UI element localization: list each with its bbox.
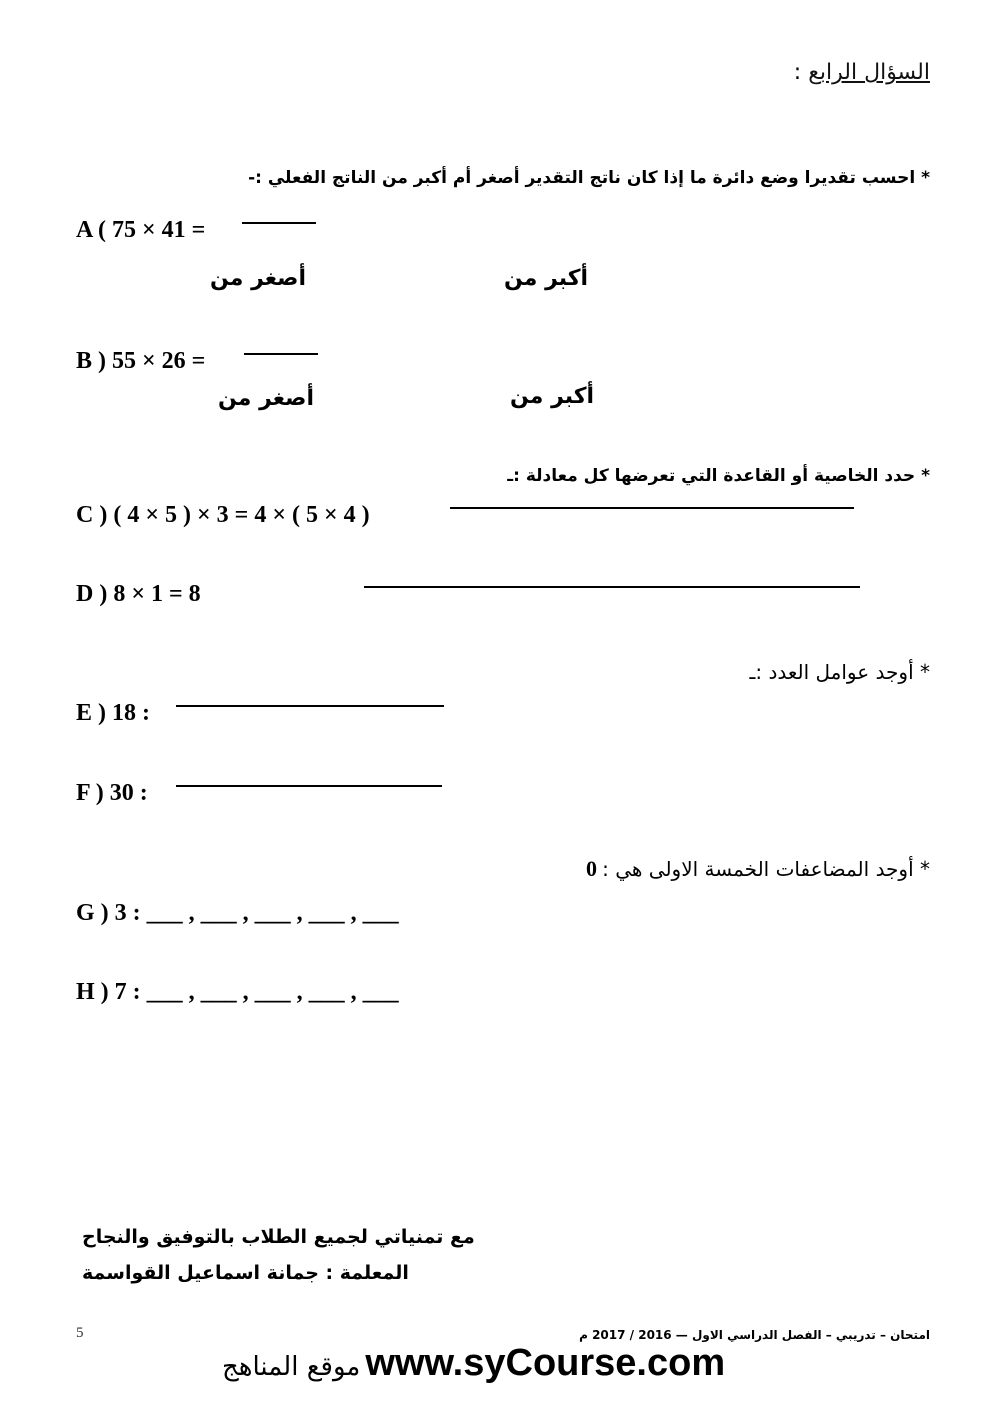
multiples-instruction xyxy=(586,856,930,882)
question-d-answer-line[interactable] xyxy=(364,586,860,588)
page-number: 5 xyxy=(76,1325,84,1341)
question-c-answer-line[interactable] xyxy=(450,507,854,509)
question-c-label: C ) ( 4 × 5 ) × 3 = 4 × ( 5 × 4 ) xyxy=(76,502,370,528)
property-instruction: * حدد الخاصية أو القاعدة التي تعرضها كل معادلة :ـ xyxy=(507,466,930,486)
question-title-text: السؤال الرابع xyxy=(808,60,930,85)
multiples-instruction-zero: 0 xyxy=(586,856,598,881)
footer-wish: مع تمنياتي لجميع الطلاب بالتوفيق والنجاح xyxy=(82,1226,475,1248)
question-b-answer-line[interactable] xyxy=(244,353,318,355)
multiples-instruction-text: * أوجد المضاعفات الخمسة الاولى هي : xyxy=(602,857,930,881)
estimate-instruction: * احسب تقديرا وضع دائرة ما إذا كان ناتج التقدير أصغر أم أكبر من الناتج الفعلي :- xyxy=(248,168,930,188)
question-b-smaller-option[interactable]: أصغر من xyxy=(218,386,314,411)
question-a-answer-line[interactable] xyxy=(242,222,316,224)
question-f-answer-line[interactable] xyxy=(176,785,442,787)
question-e-answer-line[interactable] xyxy=(176,705,444,707)
question-a-smaller-option[interactable]: أصغر من xyxy=(210,266,306,291)
question-a-label: A ( 75 × 41 = xyxy=(76,217,206,243)
question-h-label[interactable]: H ) 7 : ___ , ___ , ___ , ___ , ___ xyxy=(76,979,399,1005)
site-watermark-url: www.syCourse.com xyxy=(365,1342,726,1384)
question-title xyxy=(794,60,930,85)
site-watermark xyxy=(222,1342,725,1385)
question-g-label[interactable]: G ) 3 : ___ , ___ , ___ , ___ , ___ xyxy=(76,900,399,926)
site-watermark-arabic: موقع المناهج xyxy=(222,1352,361,1382)
question-d-label: D ) 8 × 1 = 8 xyxy=(76,581,201,607)
footer-exam-info: امتحان – تدريبي – الفصل الدراسي الاول — 2016 / 2017 م xyxy=(579,1328,930,1342)
question-b-label: B ) 55 × 26 = xyxy=(76,348,206,374)
question-title-colon: : xyxy=(793,60,802,85)
factors-instruction: * أوجد عوامل العدد :ـ xyxy=(749,660,930,684)
question-e-label: E ) 18 : xyxy=(76,700,150,726)
footer-teacher: المعلمة : جمانة اسماعيل القواسمة xyxy=(82,1262,409,1284)
question-a-larger-option[interactable]: أكبر من xyxy=(504,266,589,291)
question-f-label: F ) 30 : xyxy=(76,780,148,806)
question-b-larger-option[interactable]: أكبر من xyxy=(510,384,595,409)
